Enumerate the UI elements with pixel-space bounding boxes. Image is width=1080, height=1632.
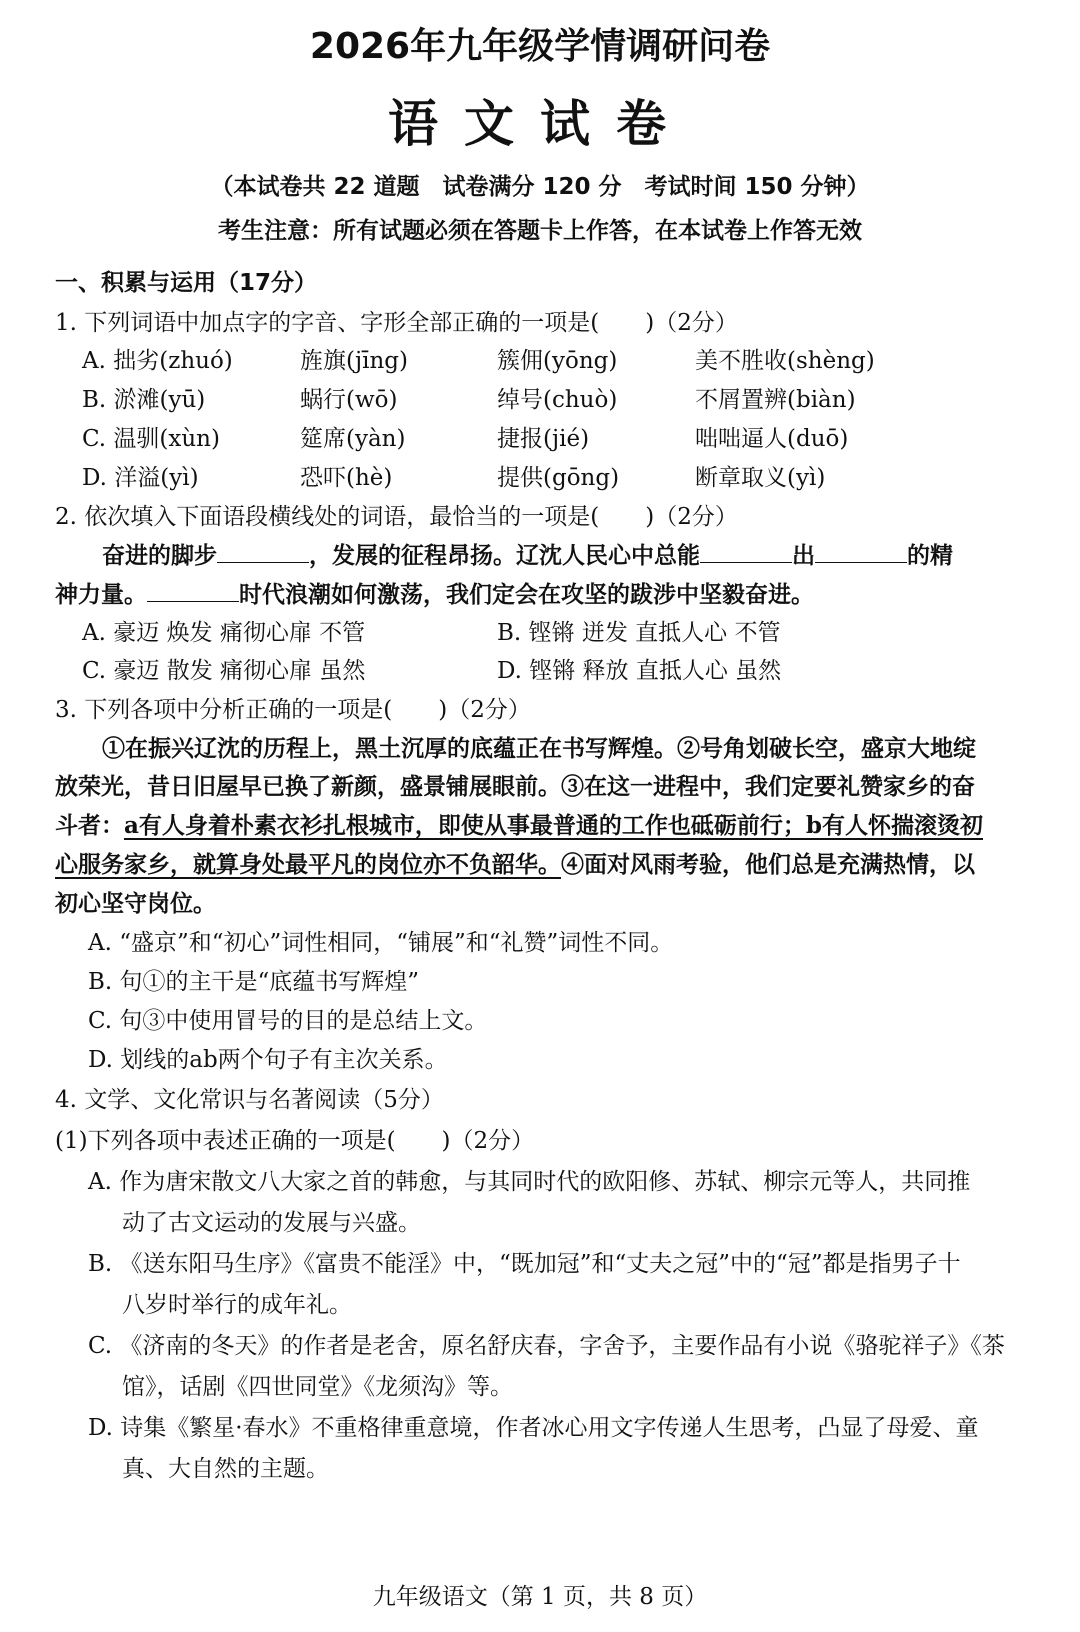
q1-a4: 美不胜收(shèng) [695, 348, 875, 374]
q1-c2: 筵席(yàn) [300, 426, 406, 452]
q2-text-6: 时代浪潮如何激荡，我们定会在攻坚的跋涉中坚毅奋进。 [239, 581, 814, 608]
q4-option-b-line1: B. 《送东阳马生序》《富贵不能淫》中，“既加冠”和“丈夫之冠”中的“冠”都是指男子十 [88, 1251, 961, 1277]
q1-d4: 断章取义(yì) [695, 465, 826, 491]
exam-notice: 考生注意：所有试题必须在答题卡上作答，在本试卷上作答无效 [218, 218, 862, 244]
q3-text-b: ④面对风雨考验，他们总是充满热情，以 [561, 851, 975, 878]
q4-option-c-line1: C. 《济南的冬天》的作者是老舍，原名舒庆春，字舍予，主要作品有小说《骆驼祥子》《茶 [88, 1333, 1005, 1359]
underlined-sentence-b: 心服务家乡，就算身处最平凡的岗位亦不负韶华。 [55, 851, 561, 878]
answer-blank [815, 542, 907, 563]
underlined-sentence-a: a有人身着朴素衣衫扎根城市，即使从事最普通的工作也砥砺前行；b有人怀揣滚烫初 [124, 812, 983, 839]
q4-option-b-line2: 八岁时举行的成年礼。 [122, 1292, 352, 1318]
q2-text-2: ，发展的征程昂扬。辽沈人民心中总能 [309, 542, 700, 569]
q1-c3: 捷报(jié) [497, 426, 590, 452]
q3-option-d: D. 划线的ab两个句子有主次关系。 [88, 1047, 448, 1073]
answer-blank [147, 581, 239, 602]
q2-option-d: D. 铿锵 释放 直抵人心 虽然 [497, 658, 782, 684]
q4-option-c-line2: 馆》，话剧《四世同堂》《龙须沟》等。 [122, 1374, 513, 1400]
q2-text-1: 奋进的脚步 [102, 542, 217, 569]
q1-b3: 绰号(chuò) [497, 387, 618, 413]
q2-text-5: 神力量。 [55, 581, 147, 608]
q3-option-b: B. 句①的主干是“底蕴书写辉煌” [88, 969, 420, 995]
q2-option-c: C. 豪迈 散发 痛彻心扉 虽然 [82, 658, 366, 684]
exam-title: 2026年九年级学情调研问卷 [309, 26, 771, 67]
q4-option-d-line1: D. 诗集《繁星·春水》不重格律重意境，作者冰心用文字传递人生思考，凸显了母爱、童 [88, 1415, 979, 1441]
q4-option-d-line2: 真、大自然的主题。 [122, 1456, 329, 1482]
q1-a2: 旌旗(jīng) [300, 348, 408, 374]
q1-d2: 恐吓(hè) [300, 465, 393, 491]
q3-passage-line1: ①在振兴辽沈的历程上，黑土沉厚的底蕴正在书写辉煌。②号角划破长空，盛京大地绽 [102, 735, 976, 762]
q1-b4: 不屑置辨(biàn) [695, 387, 856, 413]
q1-c1: C. 温驯(xùn) [82, 426, 220, 452]
page-footer: 九年级语文（第 1 页，共 8 页） [372, 1584, 708, 1610]
q1-a1: A. 拙劣(zhuó) [82, 348, 233, 374]
q3-option-a: A. “盛京”和“初心”词性相同，“铺展”和“礼赞”词性不同。 [88, 930, 674, 956]
q4-option-a-line1: A. 作为唐宋散文八大家之首的韩愈，与其同时代的欧阳修、苏轼、柳宗元等人，共同推 [88, 1169, 971, 1195]
q1-b2: 蜗行(wō) [300, 387, 398, 413]
q2-option-b: B. 铿锵 迸发 直抵人心 不管 [497, 620, 781, 646]
q4-sub1-stem: (1)下列各项中表述正确的一项是( )（2分） [55, 1128, 535, 1154]
answer-blank [217, 542, 309, 563]
q1-b1: B. 淤滩(yū) [82, 387, 206, 413]
q3-passage-line2: 放荣光，昔日旧屋早已换了新颜，盛景铺展眼前。③在这一进程中，我们定要礼赞家乡的奋 [55, 773, 975, 800]
q2-passage-line2 [55, 580, 814, 610]
q3-passage-line3 [55, 811, 983, 841]
q3-text-a: 斗者： [55, 812, 124, 839]
q2-stem: 2. 依次填入下面语段横线处的词语，最恰当的一项是( )（2分） [55, 504, 738, 530]
q4-stem: 4. 文学、文化常识与名著阅读（5分） [55, 1087, 444, 1113]
q3-passage-line5: 初心坚守岗位。 [55, 890, 216, 917]
q2-text-3: 出 [792, 542, 815, 569]
q1-d1: D. 洋溢(yì) [82, 465, 199, 491]
q1-c4: 咄咄逼人(duō) [695, 426, 849, 452]
exam-info: （本试卷共 22 道题 试卷满分 120 分 考试时间 150 分钟） [210, 174, 870, 200]
q3-passage-line4 [55, 850, 975, 880]
q2-option-a: A. 豪迈 焕发 痛彻心扉 不管 [82, 620, 366, 646]
q2-text-4: 的精 [907, 542, 953, 569]
section-title: 一、积累与运用（17分） [55, 270, 318, 296]
q3-stem: 3. 下列各项中分析正确的一项是( )（2分） [55, 697, 531, 723]
answer-blank [700, 542, 792, 563]
q4-option-a-line2: 动了古文运动的发展与兴盛。 [122, 1210, 421, 1236]
q1-a3: 簇佣(yōng) [497, 348, 618, 374]
q1-stem: 1. 下列词语中加点字的字音、字形全部正确的一项是( )（2分） [55, 310, 738, 336]
q1-d3: 提供(gōng) [497, 465, 620, 491]
q3-option-c: C. 句③中使用冒号的目的是总结上文。 [88, 1008, 488, 1034]
subject-title: 语文试卷 [388, 94, 692, 153]
q2-passage-line1 [102, 541, 953, 571]
